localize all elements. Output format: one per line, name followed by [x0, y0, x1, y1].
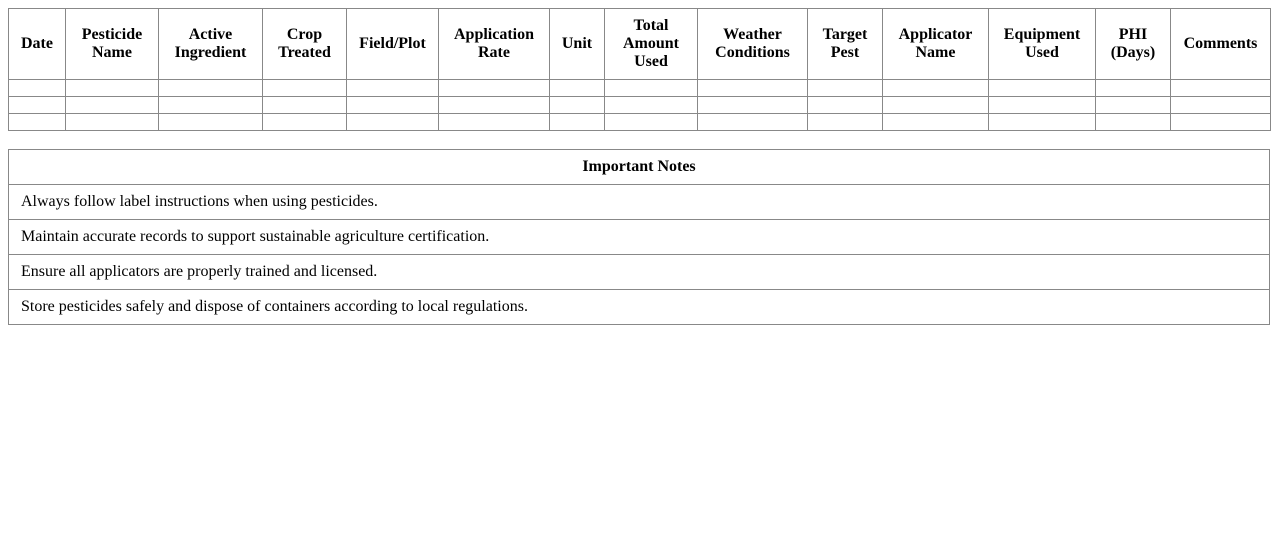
column-header-label: Pest	[830, 44, 860, 61]
table-cell-applicator-name[interactable]	[883, 114, 989, 131]
table-cell-equipment-used[interactable]	[989, 114, 1096, 131]
table-cell-application-rate[interactable]	[439, 114, 550, 131]
table-cell-pesticide-name[interactable]	[66, 114, 159, 131]
column-header-unit	[550, 9, 605, 80]
note-row	[9, 255, 1270, 290]
table-cell-weather-conditions[interactable]	[698, 97, 808, 114]
column-header-label: Conditions	[715, 44, 790, 61]
table-cell-phi-days[interactable]	[1096, 114, 1171, 131]
column-header-pesticide-name	[66, 9, 159, 80]
pesticide-log-table	[8, 8, 1271, 131]
column-header-label: Field/Plot	[359, 35, 426, 52]
column-header-label: Weather	[723, 26, 782, 43]
column-header-label: Rate	[478, 44, 510, 61]
table-cell-total-amount-used[interactable]	[605, 97, 698, 114]
table-cell-application-rate[interactable]	[439, 97, 550, 114]
table-row	[9, 97, 1271, 114]
table-cell-phi-days[interactable]	[1096, 80, 1171, 97]
note-text: Always follow label instructions when using pesticides.	[9, 185, 1270, 220]
important-notes-table	[8, 149, 1270, 325]
table-cell-field-plot[interactable]	[347, 80, 439, 97]
column-header-label: Applicator	[898, 26, 973, 43]
column-header-label: Used	[1025, 44, 1059, 61]
column-header-label: (Days)	[1110, 44, 1156, 61]
table-cell-active-ingredient[interactable]	[159, 97, 263, 114]
column-header-total-amount-used	[605, 9, 698, 80]
column-header-label: Equipment	[1003, 26, 1081, 43]
column-header-target-pest	[808, 9, 883, 80]
table-cell-target-pest[interactable]	[808, 97, 883, 114]
table-cell-date[interactable]	[9, 114, 66, 131]
column-header-crop-treated	[263, 9, 347, 80]
column-header-label: Total	[633, 17, 669, 34]
table-cell-applicator-name[interactable]	[883, 80, 989, 97]
note-text: Ensure all applicators are properly trained and licensed.	[9, 255, 1270, 290]
column-header-equipment-used	[989, 9, 1096, 80]
table-cell-target-pest[interactable]	[808, 80, 883, 97]
table-cell-equipment-used[interactable]	[989, 97, 1096, 114]
column-header-comments	[1171, 9, 1271, 80]
column-header-label: Amount	[622, 35, 679, 52]
table-header-row	[9, 9, 1271, 80]
column-header-label: Target	[822, 26, 868, 43]
column-header-label: Comments	[1183, 35, 1258, 52]
note-text: Maintain accurate records to support sustainable agriculture certification.	[9, 220, 1270, 255]
column-header-label: Used	[634, 53, 668, 70]
column-header-label: Application	[453, 26, 534, 43]
column-header-label: Date	[21, 35, 53, 52]
table-cell-total-amount-used[interactable]	[605, 114, 698, 131]
column-header-field-plot	[347, 9, 439, 80]
table-row	[9, 80, 1271, 97]
note-row	[9, 220, 1270, 255]
table-row	[9, 114, 1271, 131]
table-cell-active-ingredient[interactable]	[159, 114, 263, 131]
table-cell-crop-treated[interactable]	[263, 80, 347, 97]
column-header-active-ingredient	[159, 9, 263, 80]
column-header-date	[9, 9, 66, 80]
table-cell-crop-treated[interactable]	[263, 97, 347, 114]
column-header-weather-conditions	[698, 9, 808, 80]
column-header-phi-days	[1096, 9, 1171, 80]
table-cell-date[interactable]	[9, 97, 66, 114]
column-header-label: Name	[915, 44, 956, 61]
table-cell-equipment-used[interactable]	[989, 80, 1096, 97]
table-cell-date[interactable]	[9, 80, 66, 97]
table-cell-comments[interactable]	[1171, 97, 1271, 114]
table-cell-application-rate[interactable]	[439, 80, 550, 97]
column-header-label: PHI	[1118, 26, 1148, 43]
notes-title: Important Notes	[9, 150, 1270, 185]
table-cell-comments[interactable]	[1171, 80, 1271, 97]
notes-header-row	[9, 150, 1270, 185]
table-cell-pesticide-name[interactable]	[66, 97, 159, 114]
table-cell-active-ingredient[interactable]	[159, 80, 263, 97]
note-row	[9, 185, 1270, 220]
table-cell-applicator-name[interactable]	[883, 97, 989, 114]
column-header-label: Active	[188, 26, 233, 43]
table-cell-field-plot[interactable]	[347, 97, 439, 114]
table-cell-weather-conditions[interactable]	[698, 114, 808, 131]
table-cell-crop-treated[interactable]	[263, 114, 347, 131]
table-cell-unit[interactable]	[550, 114, 605, 131]
column-header-applicator-name	[883, 9, 989, 80]
table-cell-total-amount-used[interactable]	[605, 80, 698, 97]
note-row	[9, 290, 1270, 325]
table-cell-pesticide-name[interactable]	[66, 80, 159, 97]
table-cell-phi-days[interactable]	[1096, 97, 1171, 114]
column-header-label: Crop	[286, 26, 323, 43]
table-cell-weather-conditions[interactable]	[698, 80, 808, 97]
column-header-label: Unit	[561, 35, 593, 52]
column-header-label: Ingredient	[174, 44, 247, 61]
table-cell-field-plot[interactable]	[347, 114, 439, 131]
table-cell-unit[interactable]	[550, 97, 605, 114]
column-header-application-rate	[439, 9, 550, 80]
column-header-label: Pesticide	[81, 26, 143, 43]
note-text: Store pesticides safely and dispose of containers according to local regulations.	[9, 290, 1270, 325]
column-header-label: Name	[92, 44, 132, 61]
table-cell-unit[interactable]	[550, 80, 605, 97]
table-cell-target-pest[interactable]	[808, 114, 883, 131]
page-content	[8, 8, 1270, 325]
column-header-label: Treated	[278, 44, 331, 61]
table-cell-comments[interactable]	[1171, 114, 1271, 131]
